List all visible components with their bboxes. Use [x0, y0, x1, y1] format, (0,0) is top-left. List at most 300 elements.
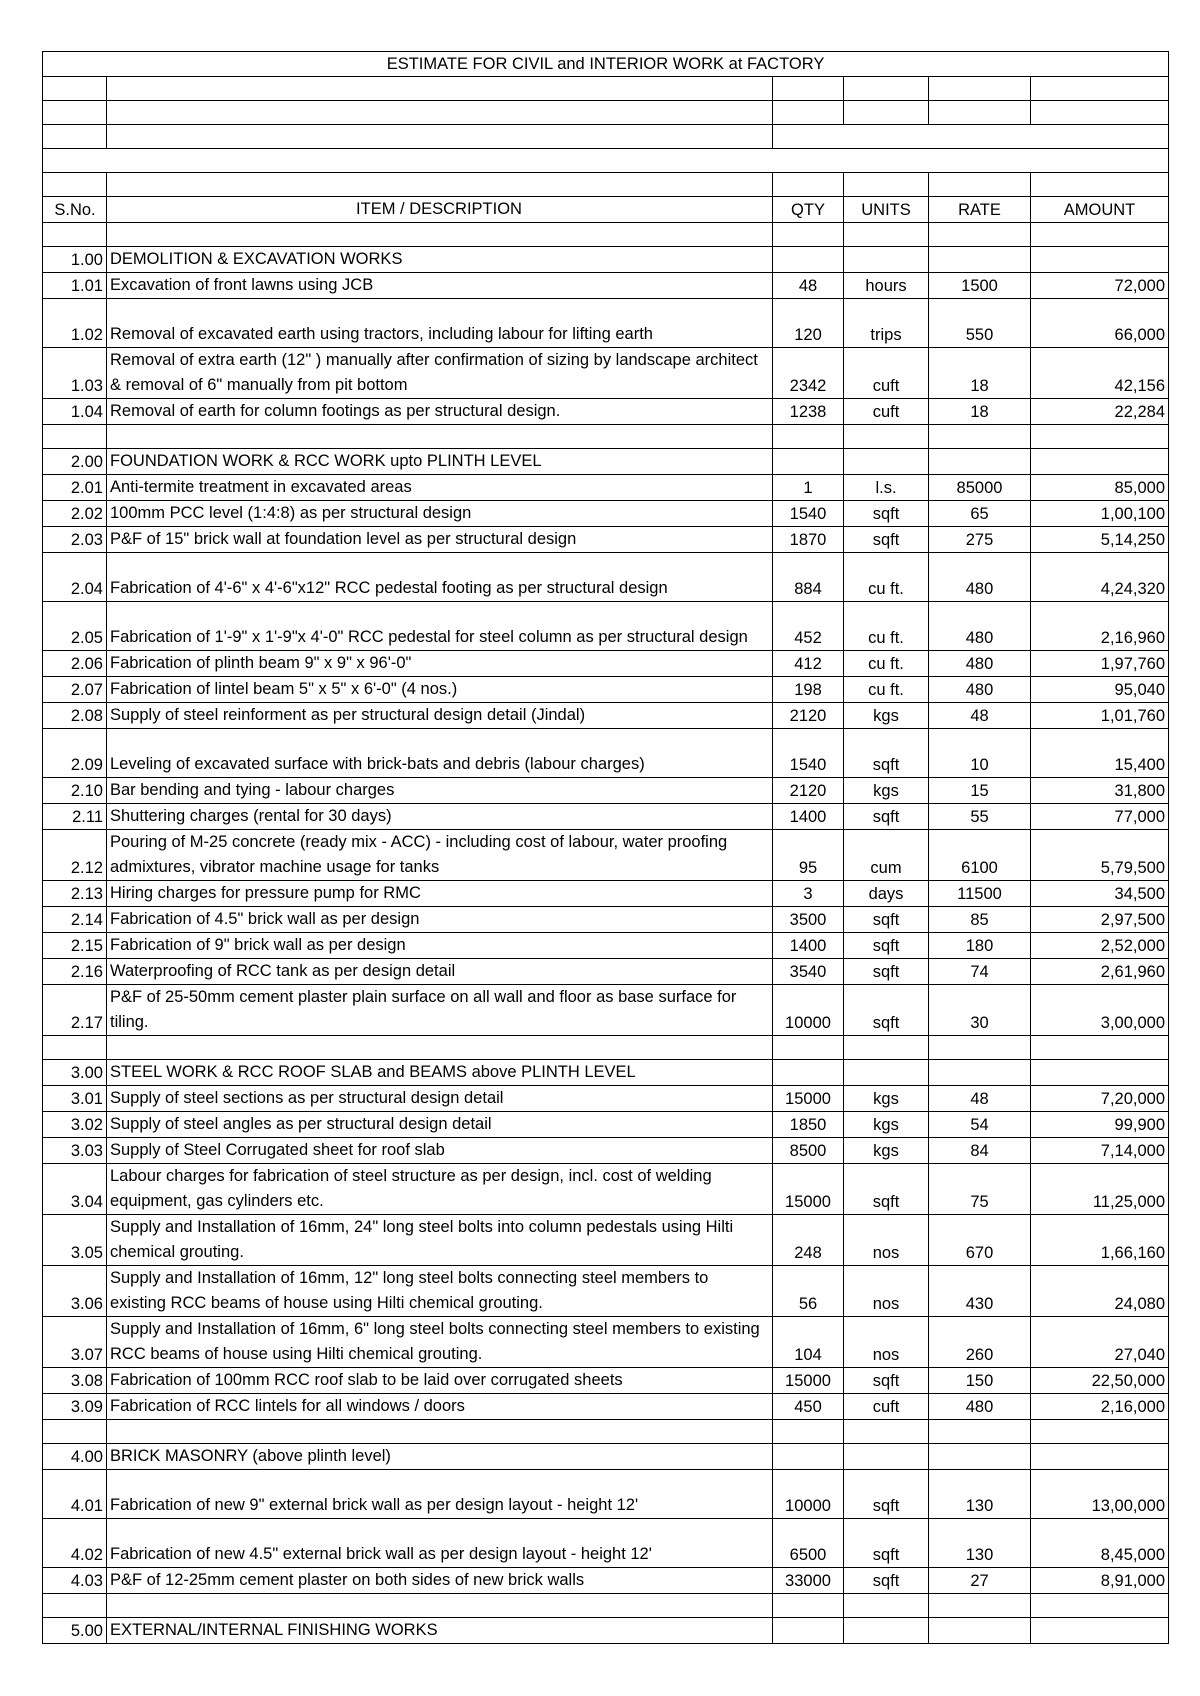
item-amount: 15,400 [1031, 729, 1169, 778]
line-item-row [43, 501, 1169, 527]
empty-cell [1031, 223, 1169, 247]
item-number: 2.14 [43, 907, 107, 933]
item-description: Supply of Steel Corrugated sheet for roof slab [107, 1138, 773, 1164]
item-units: sqft [844, 1519, 929, 1568]
item-description: Excavation of front lawns using JCB [107, 273, 773, 299]
item-units: nos [844, 1215, 929, 1266]
item-units: cuft [844, 1394, 929, 1420]
item-qty: 33000 [773, 1568, 844, 1594]
header-units: UNITS [844, 197, 929, 223]
line-item-row [43, 1568, 1169, 1594]
empty-cell [929, 1420, 1031, 1444]
item-qty: 2120 [773, 778, 844, 804]
item-qty: 15000 [773, 1164, 844, 1215]
item-qty: 2120 [773, 703, 844, 729]
empty-cell [107, 1036, 773, 1060]
item-amount: 2,61,960 [1031, 959, 1169, 985]
line-item-row [43, 985, 1169, 1036]
estimate-table [42, 51, 1169, 1644]
item-qty: 3 [773, 881, 844, 907]
empty-cell [929, 247, 1031, 273]
empty-cell [844, 223, 929, 247]
item-description: Pouring of M-25 concrete (ready mix - ACC) - including cost of labour, water proofing admixtures, vibrator machine usage for tanks [107, 830, 773, 881]
item-description: P&F of 12-25mm cement plaster on both sides of new brick walls [107, 1568, 773, 1594]
item-units: cum [844, 830, 929, 881]
line-item-row [43, 804, 1169, 830]
item-number: 1.03 [43, 348, 107, 399]
line-item-row [43, 933, 1169, 959]
item-units: nos [844, 1266, 929, 1317]
empty-cell [773, 425, 844, 449]
item-qty: 95 [773, 830, 844, 881]
column-header-row [43, 197, 1169, 223]
empty-cell [929, 1618, 1031, 1644]
item-amount: 13,00,000 [1031, 1470, 1169, 1519]
item-rate: 84 [929, 1138, 1031, 1164]
line-item-row [43, 1470, 1169, 1519]
estimate-body [43, 52, 1169, 1644]
item-qty: 1238 [773, 399, 844, 425]
item-rate: 150 [929, 1368, 1031, 1394]
item-number: 1.04 [43, 399, 107, 425]
item-description: Shuttering charges (rental for 30 days) [107, 804, 773, 830]
item-rate: 18 [929, 399, 1031, 425]
item-qty: 248 [773, 1215, 844, 1266]
item-amount: 2,16,960 [1031, 602, 1169, 651]
section-number: 3.00 [43, 1060, 107, 1086]
empty-cell [1031, 425, 1169, 449]
item-rate: 275 [929, 527, 1031, 553]
item-number: 2.13 [43, 881, 107, 907]
spacer-row [43, 1594, 1169, 1618]
item-description: Supply and Installation of 16mm, 12" long steel bolts connecting steel members to existing RCC beams of house using Hilti chemical grouting. [107, 1266, 773, 1317]
section-row [43, 449, 1169, 475]
item-rate: 480 [929, 602, 1031, 651]
empty-cell [1031, 1420, 1169, 1444]
item-qty: 1400 [773, 804, 844, 830]
item-qty: 2342 [773, 348, 844, 399]
empty-cell [773, 247, 844, 273]
item-rate: 85000 [929, 475, 1031, 501]
spacer-row [43, 1420, 1169, 1444]
item-number: 2.03 [43, 527, 107, 553]
empty-cell [929, 1036, 1031, 1060]
empty-cell [844, 1036, 929, 1060]
item-units: sqft [844, 501, 929, 527]
line-item-row [43, 1266, 1169, 1317]
item-description: Supply of steel reinforment as per structural design detail (Jindal) [107, 703, 773, 729]
line-item-row [43, 1112, 1169, 1138]
empty-cell [929, 223, 1031, 247]
line-item-row [43, 348, 1169, 399]
item-amount: 3,00,000 [1031, 985, 1169, 1036]
item-rate: 480 [929, 1394, 1031, 1420]
item-amount: 99,900 [1031, 1112, 1169, 1138]
spacer-row [43, 223, 1169, 247]
blank-row [43, 101, 1169, 125]
item-units: sqft [844, 907, 929, 933]
item-amount: 42,156 [1031, 348, 1169, 399]
item-rate: 30 [929, 985, 1031, 1036]
item-number: 3.01 [43, 1086, 107, 1112]
empty-cell [844, 1444, 929, 1470]
item-amount: 8,91,000 [1031, 1568, 1169, 1594]
item-units: cu ft. [844, 651, 929, 677]
item-rate: 48 [929, 1086, 1031, 1112]
item-description: Supply and Installation of 16mm, 6" long steel bolts connecting steel members to existing RCC beams of house using Hilti chemical grouting. [107, 1317, 773, 1368]
item-rate: 65 [929, 501, 1031, 527]
item-rate: 480 [929, 553, 1031, 602]
item-number: 4.02 [43, 1519, 107, 1568]
item-qty: 10000 [773, 985, 844, 1036]
section-row [43, 247, 1169, 273]
item-description: Bar bending and tying - labour charges [107, 778, 773, 804]
item-units: sqft [844, 804, 929, 830]
item-qty: 884 [773, 553, 844, 602]
item-rate: 18 [929, 348, 1031, 399]
item-qty: 104 [773, 1317, 844, 1368]
item-number: 2.04 [43, 553, 107, 602]
item-amount: 2,97,500 [1031, 907, 1169, 933]
item-description: Fabrication of 9" brick wall as per design [107, 933, 773, 959]
sheet-title: ESTIMATE FOR CIVIL and INTERIOR WORK at FACTORY [43, 52, 1169, 77]
item-description: Labour charges for fabrication of steel structure as per design, incl. cost of welding equipment, gas cylinders etc. [107, 1164, 773, 1215]
empty-cell [1031, 449, 1169, 475]
item-number: 1.02 [43, 299, 107, 348]
section-title: FOUNDATION WORK & RCC WORK upto PLINTH LEVEL [107, 449, 773, 475]
empty-cell [1031, 1594, 1169, 1618]
item-amount: 22,284 [1031, 399, 1169, 425]
item-rate: 430 [929, 1266, 1031, 1317]
item-description: Removal of extra earth (12" ) manually after confirmation of sizing by landscape architect & removal of 6" manually from pit bottom [107, 348, 773, 399]
section-number: 1.00 [43, 247, 107, 273]
item-amount: 77,000 [1031, 804, 1169, 830]
empty-cell [773, 1420, 844, 1444]
line-item-row [43, 778, 1169, 804]
empty-cell [1031, 1060, 1169, 1086]
line-item-row [43, 677, 1169, 703]
blank-row [43, 149, 1169, 173]
item-rate: 130 [929, 1470, 1031, 1519]
item-rate: 10 [929, 729, 1031, 778]
blank-row [43, 173, 1169, 197]
empty-cell [107, 1594, 773, 1618]
section-title: BRICK MASONRY (above plinth level) [107, 1444, 773, 1470]
item-number: 3.07 [43, 1317, 107, 1368]
line-item-row [43, 881, 1169, 907]
item-description: Fabrication of new 4.5" external brick wall as per design layout - height 12' [107, 1519, 773, 1568]
item-amount: 2,52,000 [1031, 933, 1169, 959]
item-description: Fabrication of new 9" external brick wall as per design layout - height 12' [107, 1470, 773, 1519]
empty-cell [773, 1594, 844, 1618]
section-number: 5.00 [43, 1618, 107, 1644]
empty-cell [773, 1618, 844, 1644]
empty-cell [929, 425, 1031, 449]
line-item-row [43, 273, 1169, 299]
item-number: 3.05 [43, 1215, 107, 1266]
item-amount: 34,500 [1031, 881, 1169, 907]
header-rate: RATE [929, 197, 1031, 223]
item-rate: 260 [929, 1317, 1031, 1368]
item-units: kgs [844, 778, 929, 804]
blank-row [43, 77, 1169, 101]
item-amount: 11,25,000 [1031, 1164, 1169, 1215]
empty-cell [43, 1036, 107, 1060]
item-description: Supply of steel angles as per structural design detail [107, 1112, 773, 1138]
item-units: kgs [844, 1112, 929, 1138]
item-amount: 5,14,250 [1031, 527, 1169, 553]
item-units: cuft [844, 399, 929, 425]
item-amount: 22,50,000 [1031, 1368, 1169, 1394]
item-number: 4.03 [43, 1568, 107, 1594]
item-description: Anti-termite treatment in excavated areas [107, 475, 773, 501]
line-item-row [43, 553, 1169, 602]
section-number: 4.00 [43, 1444, 107, 1470]
item-units: l.s. [844, 475, 929, 501]
item-description: Fabrication of plinth beam 9" x 9" x 96'-0" [107, 651, 773, 677]
empty-cell [929, 1444, 1031, 1470]
header-qty: QTY [773, 197, 844, 223]
item-description: Fabrication of 4'-6" x 4'-6"x12" RCC pedestal footing as per structural design [107, 553, 773, 602]
item-number: 2.10 [43, 778, 107, 804]
item-amount: 7,14,000 [1031, 1138, 1169, 1164]
line-item-row [43, 651, 1169, 677]
empty-cell [844, 247, 929, 273]
item-rate: 6100 [929, 830, 1031, 881]
line-item-row [43, 1368, 1169, 1394]
empty-cell [43, 425, 107, 449]
line-item-row [43, 1394, 1169, 1420]
header-amount: AMOUNT [1031, 197, 1169, 223]
item-units: cuft [844, 348, 929, 399]
item-units: kgs [844, 1086, 929, 1112]
item-amount: 1,00,100 [1031, 501, 1169, 527]
section-title: STEEL WORK & RCC ROOF SLAB and BEAMS above PLINTH LEVEL [107, 1060, 773, 1086]
item-number: 2.11 [43, 804, 107, 830]
item-qty: 198 [773, 677, 844, 703]
item-rate: 75 [929, 1164, 1031, 1215]
item-number: 3.04 [43, 1164, 107, 1215]
item-description: Fabrication of 100mm RCC roof slab to be laid over corrugated sheets [107, 1368, 773, 1394]
item-units: sqft [844, 933, 929, 959]
item-qty: 450 [773, 1394, 844, 1420]
line-item-row [43, 830, 1169, 881]
empty-cell [1031, 1036, 1169, 1060]
section-row [43, 1060, 1169, 1086]
item-units: sqft [844, 1368, 929, 1394]
empty-cell [844, 1420, 929, 1444]
item-number: 2.06 [43, 651, 107, 677]
item-qty: 3500 [773, 907, 844, 933]
item-description: Supply and Installation of 16mm, 24" long steel bolts into column pedestals using Hilti chemical grouting. [107, 1215, 773, 1266]
item-number: 4.01 [43, 1470, 107, 1519]
item-qty: 15000 [773, 1086, 844, 1112]
item-qty: 1540 [773, 729, 844, 778]
item-amount: 1,66,160 [1031, 1215, 1169, 1266]
line-item-row [43, 527, 1169, 553]
item-amount: 85,000 [1031, 475, 1169, 501]
line-item-row [43, 1086, 1169, 1112]
item-number: 2.08 [43, 703, 107, 729]
item-rate: 480 [929, 677, 1031, 703]
item-amount: 1,97,760 [1031, 651, 1169, 677]
item-description: 100mm PCC level (1:4:8) as per structural design [107, 501, 773, 527]
item-amount: 7,20,000 [1031, 1086, 1169, 1112]
item-description: Removal of earth for column footings as per structural design. [107, 399, 773, 425]
item-units: kgs [844, 703, 929, 729]
item-number: 1.01 [43, 273, 107, 299]
item-description: Supply of steel sections as per structural design detail [107, 1086, 773, 1112]
empty-cell [773, 1036, 844, 1060]
line-item-row [43, 703, 1169, 729]
line-item-row [43, 602, 1169, 651]
item-rate: 15 [929, 778, 1031, 804]
item-qty: 1870 [773, 527, 844, 553]
item-description: Leveling of excavated surface with brick-bats and debris (labour charges) [107, 729, 773, 778]
item-number: 2.02 [43, 501, 107, 527]
item-units: sqft [844, 527, 929, 553]
item-units: sqft [844, 729, 929, 778]
line-item-row [43, 475, 1169, 501]
item-amount: 24,080 [1031, 1266, 1169, 1317]
blank-row [43, 125, 1169, 149]
item-rate: 1500 [929, 273, 1031, 299]
item-number: 2.07 [43, 677, 107, 703]
item-qty: 56 [773, 1266, 844, 1317]
spacer-row [43, 1036, 1169, 1060]
line-item-row [43, 1519, 1169, 1568]
line-item-row [43, 907, 1169, 933]
item-rate: 480 [929, 651, 1031, 677]
item-description: P&F of 15" brick wall at foundation level as per structural design [107, 527, 773, 553]
item-units: cu ft. [844, 677, 929, 703]
empty-cell [929, 1594, 1031, 1618]
item-amount: 4,24,320 [1031, 553, 1169, 602]
item-amount: 66,000 [1031, 299, 1169, 348]
item-units: cu ft. [844, 553, 929, 602]
item-rate: 85 [929, 907, 1031, 933]
item-amount: 72,000 [1031, 273, 1169, 299]
item-rate: 180 [929, 933, 1031, 959]
item-qty: 1400 [773, 933, 844, 959]
empty-cell [773, 1060, 844, 1086]
item-qty: 120 [773, 299, 844, 348]
item-units: sqft [844, 1164, 929, 1215]
empty-cell [43, 1420, 107, 1444]
item-qty: 15000 [773, 1368, 844, 1394]
item-amount: 5,79,500 [1031, 830, 1169, 881]
header-description: ITEM / DESCRIPTION [107, 197, 773, 223]
empty-cell [844, 1594, 929, 1618]
empty-cell [107, 425, 773, 449]
item-number: 3.03 [43, 1138, 107, 1164]
item-description: P&F of 25-50mm cement plaster plain surface on all wall and floor as base surface for tiling. [107, 985, 773, 1036]
item-amount: 8,45,000 [1031, 1519, 1169, 1568]
item-description: Hiring charges for pressure pump for RMC [107, 881, 773, 907]
item-rate: 11500 [929, 881, 1031, 907]
item-number: 2.16 [43, 959, 107, 985]
empty-cell [43, 223, 107, 247]
item-number: 3.09 [43, 1394, 107, 1420]
item-qty: 3540 [773, 959, 844, 985]
item-rate: 550 [929, 299, 1031, 348]
item-qty: 8500 [773, 1138, 844, 1164]
item-rate: 55 [929, 804, 1031, 830]
empty-cell [773, 1444, 844, 1470]
item-units: sqft [844, 1470, 929, 1519]
empty-cell [107, 1420, 773, 1444]
item-number: 3.08 [43, 1368, 107, 1394]
empty-cell [1031, 247, 1169, 273]
item-description: Fabrication of 1'-9" x 1'-9"x 4'-0" RCC pedestal for steel column as per structural design [107, 602, 773, 651]
empty-cell [844, 1618, 929, 1644]
line-item-row [43, 1215, 1169, 1266]
item-number: 2.09 [43, 729, 107, 778]
item-units: sqft [844, 1568, 929, 1594]
line-item-row [43, 1164, 1169, 1215]
item-qty: 6500 [773, 1519, 844, 1568]
empty-cell [929, 1060, 1031, 1086]
item-units: sqft [844, 959, 929, 985]
item-description: Fabrication of RCC lintels for all windows / doors [107, 1394, 773, 1420]
item-amount: 1,01,760 [1031, 703, 1169, 729]
line-item-row [43, 1138, 1169, 1164]
item-units: kgs [844, 1138, 929, 1164]
item-number: 2.12 [43, 830, 107, 881]
item-number: 2.15 [43, 933, 107, 959]
item-rate: 130 [929, 1519, 1031, 1568]
item-qty: 412 [773, 651, 844, 677]
item-qty: 48 [773, 273, 844, 299]
item-qty: 10000 [773, 1470, 844, 1519]
item-rate: 670 [929, 1215, 1031, 1266]
line-item-row [43, 399, 1169, 425]
item-units: hours [844, 273, 929, 299]
item-description: Fabrication of lintel beam 5" x 5" x 6'-0" (4 nos.) [107, 677, 773, 703]
item-rate: 27 [929, 1568, 1031, 1594]
header-sno: S.No. [43, 197, 107, 223]
section-number: 2.00 [43, 449, 107, 475]
section-row [43, 1444, 1169, 1470]
section-title: EXTERNAL/INTERNAL FINISHING WORKS [107, 1618, 773, 1644]
item-qty: 1 [773, 475, 844, 501]
empty-cell [844, 425, 929, 449]
item-number: 2.01 [43, 475, 107, 501]
item-amount: 31,800 [1031, 778, 1169, 804]
line-item-row [43, 729, 1169, 778]
empty-cell [43, 1594, 107, 1618]
item-qty: 452 [773, 602, 844, 651]
item-units: cu ft. [844, 602, 929, 651]
empty-cell [844, 449, 929, 475]
item-units: days [844, 881, 929, 907]
spacer-row [43, 425, 1169, 449]
empty-cell [107, 223, 773, 247]
item-qty: 1540 [773, 501, 844, 527]
empty-cell [1031, 1618, 1169, 1644]
line-item-row [43, 299, 1169, 348]
item-number: 3.02 [43, 1112, 107, 1138]
item-number: 2.05 [43, 602, 107, 651]
item-number: 3.06 [43, 1266, 107, 1317]
item-rate: 54 [929, 1112, 1031, 1138]
item-units: nos [844, 1317, 929, 1368]
section-title: DEMOLITION & EXCAVATION WORKS [107, 247, 773, 273]
item-number: 2.17 [43, 985, 107, 1036]
empty-cell [929, 449, 1031, 475]
item-rate: 74 [929, 959, 1031, 985]
item-description: Fabrication of 4.5" brick wall as per design [107, 907, 773, 933]
